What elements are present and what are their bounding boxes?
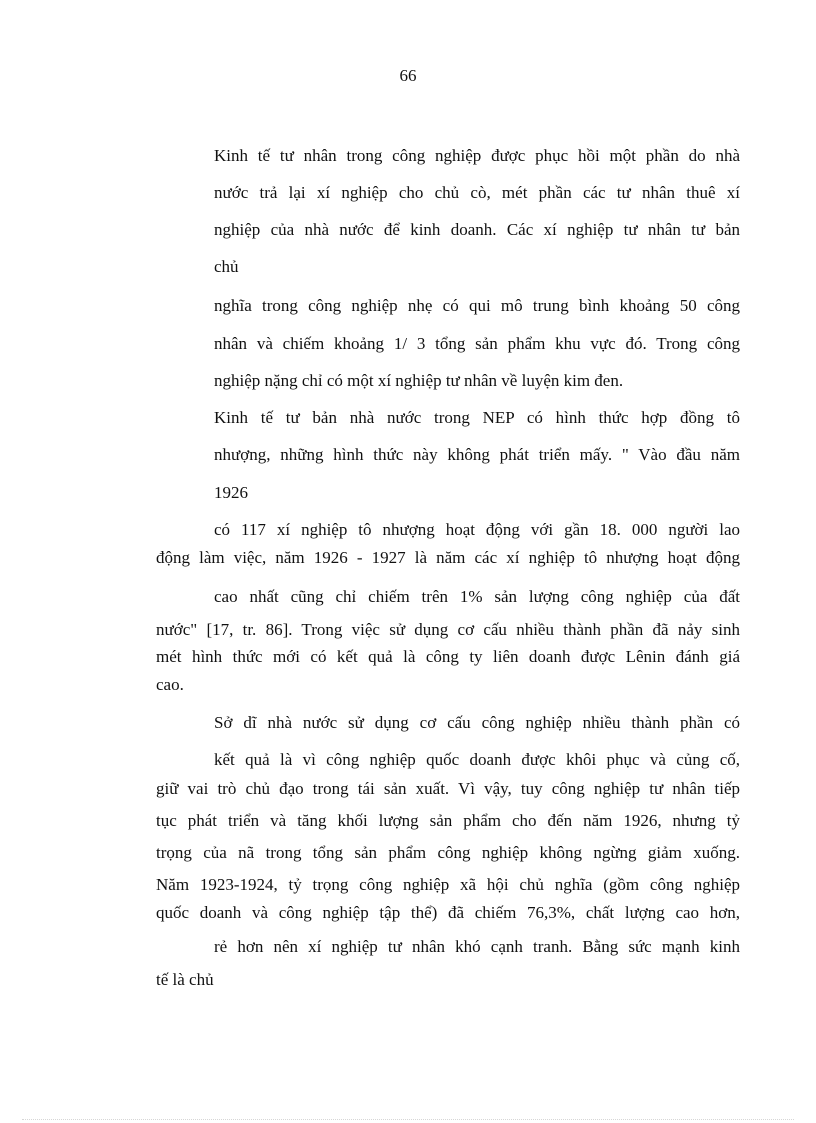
text-line: Năm 1923-1924, tỷ trọng công nghiệp xã hội chủ nghĩa (gồm công nghiệp <box>156 875 740 894</box>
page-number: 66 <box>399 66 417 85</box>
text-line: có 117 xí nghiệp tô nhượng hoạt động với gần 18. 000 người lao <box>214 520 740 539</box>
text-line: Sở dĩ nhà nước sử dụng cơ cấu công nghiệp nhiều thành phần có <box>214 713 740 732</box>
text-line: mét hình thức mới có kết quả là công ty liên doanh được Lênin đánh giá <box>156 647 740 666</box>
text-line: Kinh tế tư bản nhà nước trong NEP có hình thức hợp đồng tô <box>214 408 740 427</box>
text-line: cao nhất cũng chỉ chiếm trên 1% sản lượng công nghiệp của đất <box>214 587 740 606</box>
text-line: nước" [17, tr. 86]. Trong việc sử dụng cơ cấu nhiều thành phần đã nảy sinh <box>156 620 740 639</box>
text-line: quốc doanh và công nghiệp tập thể) đã chiếm 76,3%, chất lượng cao hơn, <box>156 903 740 922</box>
text-line: chủ <box>214 257 239 276</box>
text-line: nghiệp của nhà nước để kinh doanh. Các xí nghiệp tư nhân tư bản <box>214 220 740 239</box>
text-line: cao. <box>156 675 184 694</box>
text-line: Kinh tế tư nhân trong công nghiệp được phục hồi một phần do nhà <box>214 146 740 165</box>
text-line: động làm việc, năm 1926 - 1927 là năm các xí nghiệp tô nhượng hoạt động <box>156 548 740 567</box>
text-line: nhân và chiếm khoảng 1/ 3 tổng sản phẩm khu vực đó. Trong công <box>214 334 740 353</box>
text-line: rẻ hơn nên xí nghiệp tư nhân khó cạnh tranh. Bằng sức mạnh kinh <box>214 937 740 956</box>
text-line: tục phát triển và tăng khối lượng sản phẩm cho đến năm 1926, nhưng tỷ <box>156 811 740 830</box>
text-line: giữ vai trò chủ đạo trong tái sản xuất. Vì vậy, tuy công nghiệp tư nhân tiếp <box>156 779 740 798</box>
text-line: trọng của nã trong tổng sản phẩm công nghiệp không ngừng giảm xuống. <box>156 843 740 862</box>
text-line: tế là chủ <box>156 970 214 989</box>
text-line: 1926 <box>214 483 248 502</box>
text-line: nghiệp nặng chỉ có một xí nghiệp tư nhân về luyện kim đen. <box>214 371 624 390</box>
text-line: kết quả là vì công nghiệp quốc doanh được khôi phục và củng cố, <box>214 750 740 769</box>
text-line: nghĩa trong công nghiệp nhẹ có qui mô trung bình khoảng 50 công <box>214 296 740 315</box>
text-line: nhượng, những hình thức này không phát triển mấy. " Vào đầu năm <box>214 445 740 464</box>
page-bottom-rule <box>22 1119 794 1120</box>
text-line: nước trả lại xí nghiệp cho chủ cò, mét phần các tư nhân thuê xí <box>214 183 740 202</box>
